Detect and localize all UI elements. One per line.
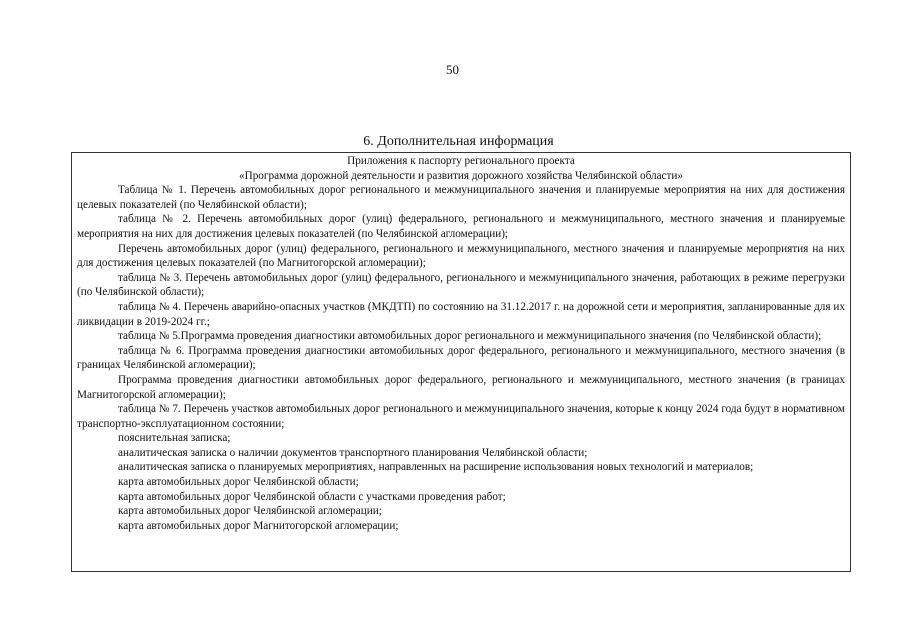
- attachment-table-2: таблица № 2. Перечень автомобильных дорог (улиц) федерального, регионального и межмуниципального, местного значения и планируемые мероприятия на них для достижения целевых показателей (по Челябинской агломерации);: [77, 213, 845, 240]
- attachment-table-1: Таблица № 1. Перечень автомобильных дорог регионального и межмуниципального значения и планируемые мероприятия на них для достижения целевых показателей (по Челябинской области);: [77, 184, 845, 211]
- attachment-map-region: карта автомобильных дорог Челябинской области;: [118, 476, 359, 489]
- attachment-table-5: таблица № 5.Программа проведения диагностики автомобильных дорог регионального и межмуниципального значения (по Челябинской области);: [118, 330, 822, 343]
- attachment-program-magnitogorsk-diagnostics: Программа проведения диагностики автомобильных дорог федерального, регионального и межмуниципального, местного значения (в границах Магнитогорской агломерации);: [77, 373, 845, 401]
- attachment-list-magnitogorsk-roads: Перечень автомобильных дорог (улиц) федерального, регионального и межмуниципального, местного значения и планируемые мероприятия на них для достижения целевых показателей (по Магнитогорской агломерации);: [77, 242, 845, 270]
- section-title: 6. Дополнительная информация: [363, 134, 554, 149]
- box-heading-line-2: «Программа дорожной деятельности и развития дорожного хозяйства Челябинской области»: [239, 169, 683, 182]
- page-number: 50: [446, 62, 459, 77]
- attachment-map-region-works: карта автомобильных дорог Челябинской области с участками проведения работ;: [118, 490, 506, 503]
- attachment-explanatory-note: пояснительная записка;: [118, 432, 231, 445]
- attachments-box: [71, 152, 851, 572]
- attachment-table-6: таблица № 6. Программа проведения диагностики автомобильных дорог федерального, регионального и межмуниципального, местного значения (в границах Челябинской агломерации);: [77, 344, 845, 372]
- attachment-map-chelyabinsk-agglomeration: карта автомобильных дорог Челябинской агломерации;: [118, 505, 382, 518]
- attachment-table-3: таблица № 3. Перечень автомобильных дорог (улиц) федерального, регионального и межмуниципального значения, работающих в режиме перегрузки (по Челябинской области);: [77, 271, 845, 299]
- attachment-map-magnitogorsk-agglomeration: карта автомобильных дорог Магнитогорской агломерации;: [118, 519, 399, 532]
- attachment-analytical-note-technologies: аналитическая записка о планируемых мероприятиях, направленных на расширение использования новых технологий и материалов;: [118, 461, 754, 474]
- attachment-table-4: таблица № 4. Перечень аварийно-опасных участков (МКДТП) по состоянию на 31.12.2017 г. на дорожной сети и мероприятия, запланированные для их ликвидации в 2019-2024 гг.;: [77, 300, 845, 328]
- attachment-analytical-note-planning: аналитическая записка о наличии документов транспортного планирования Челябинской области;: [118, 446, 588, 459]
- attachment-table-7: таблица № 7. Перечень участков автомобильных дорог регионального и межмуниципального значения, которые к концу 2024 года будут в нормативном транспортно-эксплуатационном состоянии;: [77, 403, 845, 430]
- box-heading-line-1: Приложения к паспорту регионального проекта: [347, 155, 575, 167]
